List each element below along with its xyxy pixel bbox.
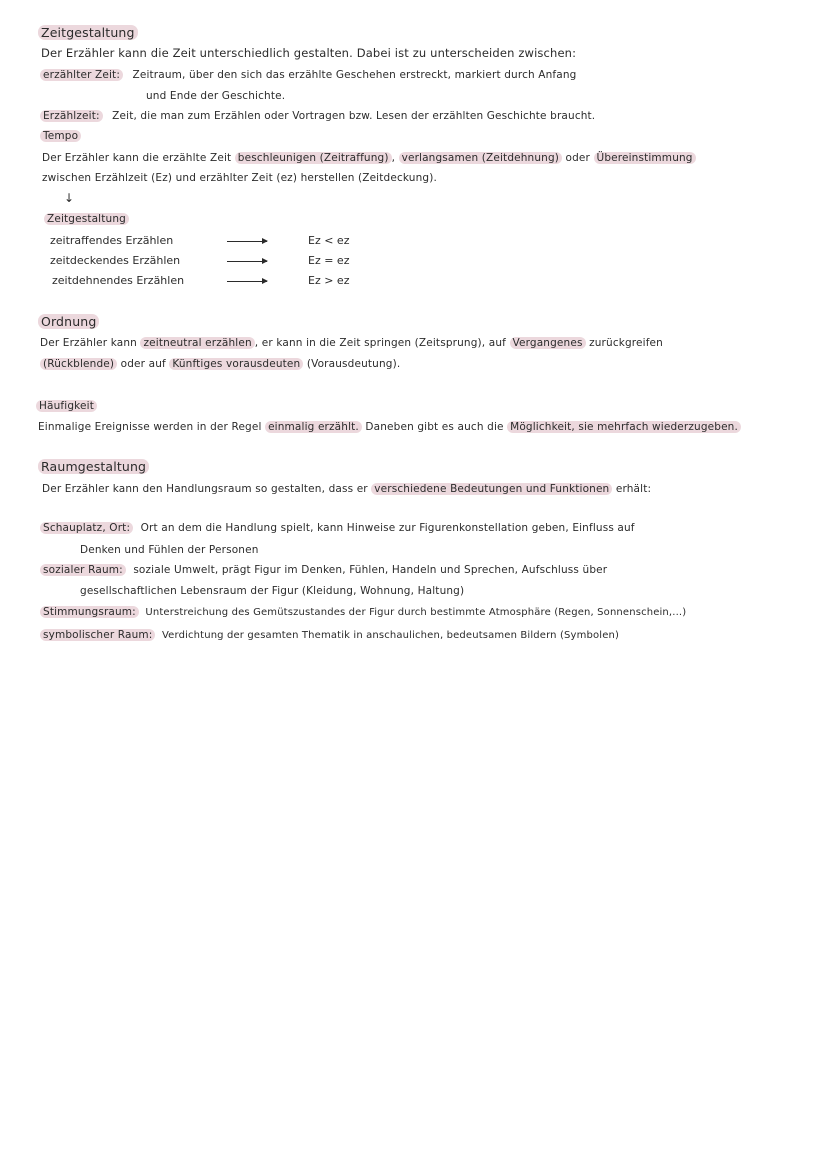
tempo-highlight-uebereinstimmung: Übereinstimmung [594,152,696,164]
heading-ordnung [38,314,99,330]
erzaehlzeit-label: Erzählzeit: [40,110,103,122]
haeufigkeit-text-a: Einmalige Ereignisse werden in der Regel [38,421,262,433]
right-arrow-icon [227,261,267,262]
raum-intro-b: erhält: [615,483,652,495]
table-row-formula: Ez < ez [308,234,350,247]
table-row: zeitraffendes Erzählen [50,234,174,247]
ordnung-text-1-b: , er kann in die Zeit springen (Zeitsprung), auf [254,337,506,349]
tempo-text-1-comma: , [391,152,396,164]
heading-zeitgestaltung-text: Zeitgestaltung [38,25,138,40]
heading-haeufigkeit-text: Häufigkeit [36,400,97,412]
heading-tempo-text: Tempo [40,130,81,142]
raum-intro [42,481,651,497]
stimmungsraum-label: Stimmungsraum: [40,606,139,618]
table-row: zeitdeckendes Erzählen [50,254,181,267]
haeufigkeit-text [38,419,741,435]
heading-zeitgestaltung [38,25,138,41]
ordnung-text-2-b: (Vorausdeutung). [306,358,401,370]
table-heading [44,211,129,227]
sozialer-raum-row [40,562,607,578]
erzaehlte-zeit-text-2: und Ende der Geschichte. [146,90,286,102]
table-row-formula: Ez = ez [308,254,350,267]
erzaehlzeit-text: Zeit, die man zum Erzählen oder Vortragen bzw. Lesen der erzählten Geschichte braucht. [112,110,596,122]
erzaehlte-zeit-row [40,67,576,83]
table-heading-text: Zeitgestaltung [44,213,129,225]
tempo-highlight-beschleunigen: beschleunigen (Zeitraffung) [235,152,392,164]
down-arrow-icon: ↓ [64,191,75,205]
ordnung-highlight-kuenftiges: Künftiges vorausdeuten [169,358,303,370]
ordnung-highlight-zeitneutral: zeitneutral erzählen [140,337,254,349]
schauplatz-text: Ort an dem die Handlung spielt, kann Hinweise zur Figurenkonstellation geben, Einfluss auf [140,522,635,534]
ordnung-text-2 [40,356,400,372]
heading-haeufigkeit [36,398,97,414]
ordnung-highlight-vergangenes: Vergangenes [510,337,586,349]
ordnung-text-1 [40,335,663,351]
haeufigkeit-highlight-moeglichkeit: Möglichkeit, sie mehrfach wiederzugeben. [507,421,741,433]
ordnung-text-2-a: oder auf [120,358,166,370]
heading-raumgestaltung [38,459,149,475]
sozialer-raum-label: sozialer Raum: [40,564,126,576]
table-row: zeitdehnendes Erzählen [52,274,185,287]
heading-tempo [40,128,81,144]
raum-highlight-bedeutungen: verschiedene Bedeutungen und Funktionen [371,483,612,495]
table-row-formula: Ez > ez [308,274,350,287]
right-arrow-icon [227,241,267,242]
symbolischer-raum-row [40,627,619,644]
sozialer-raum-text-2: gesellschaftlichen Lebensraum der Figur (Kleidung, Wohnung, Haltung) [80,585,465,597]
symbolischer-raum-label: symbolischer Raum: [40,629,155,641]
raum-intro-a: Der Erzähler kann den Handlungsraum so gestalten, dass er [42,483,368,495]
stimmungsraum-text: Unterstreichung des Gemütszustandes der Figur durch bestimmte Atmosphäre (Regen, Sonnenschein,...) [145,607,687,618]
tempo-highlight-verlangsamen: verlangsamen (Zeitdehnung) [399,152,562,164]
erzaehlte-zeit-label: erzählter Zeit: [40,69,123,81]
tempo-text-2: zwischen Erzählzeit (Ez) und erzählter Zeit (ez) herstellen (Zeitdeckung). [42,172,437,184]
ordnung-text-1-c: zurückgreifen [589,337,663,349]
schauplatz-text-2: Denken und Fühlen der Personen [80,544,259,556]
heading-ordnung-text: Ordnung [38,314,99,329]
tempo-text-1 [42,150,696,166]
erzaehlte-zeit-text: Zeitraum, über den sich das erzählte Geschehen erstreckt, markiert durch Anfang [132,69,577,81]
ordnung-highlight-rueckblende: (Rückblende) [40,358,117,370]
tempo-text-1-oder: oder [565,152,590,164]
symbolischer-raum-text: Verdichtung der gesamten Thematik in anschaulichen, bedeutsamen Bildern (Symbolen) [161,630,620,641]
heading-raumgestaltung-text: Raumgestaltung [38,459,149,474]
tempo-text-1-a: Der Erzähler kann die erzählte Zeit [42,152,232,164]
stimmungsraum-row [40,604,686,621]
right-arrow-icon [227,281,267,282]
haeufigkeit-highlight-einmalig: einmalig erzählt. [265,421,362,433]
schauplatz-label: Schauplatz, Ort: [40,522,133,534]
zeit-intro: Der Erzähler kann die Zeit unterschiedlich gestalten. Dabei ist zu unterscheiden zwischen: [41,46,577,60]
haeufigkeit-text-b: Daneben gibt es auch die [365,421,504,433]
sozialer-raum-text: soziale Umwelt, prägt Figur im Denken, Fühlen, Handeln und Sprechen, Aufschluss über [133,564,608,576]
schauplatz-row [40,520,635,536]
ordnung-text-1-a: Der Erzähler kann [40,337,137,349]
erzaehlzeit-row [40,108,595,124]
